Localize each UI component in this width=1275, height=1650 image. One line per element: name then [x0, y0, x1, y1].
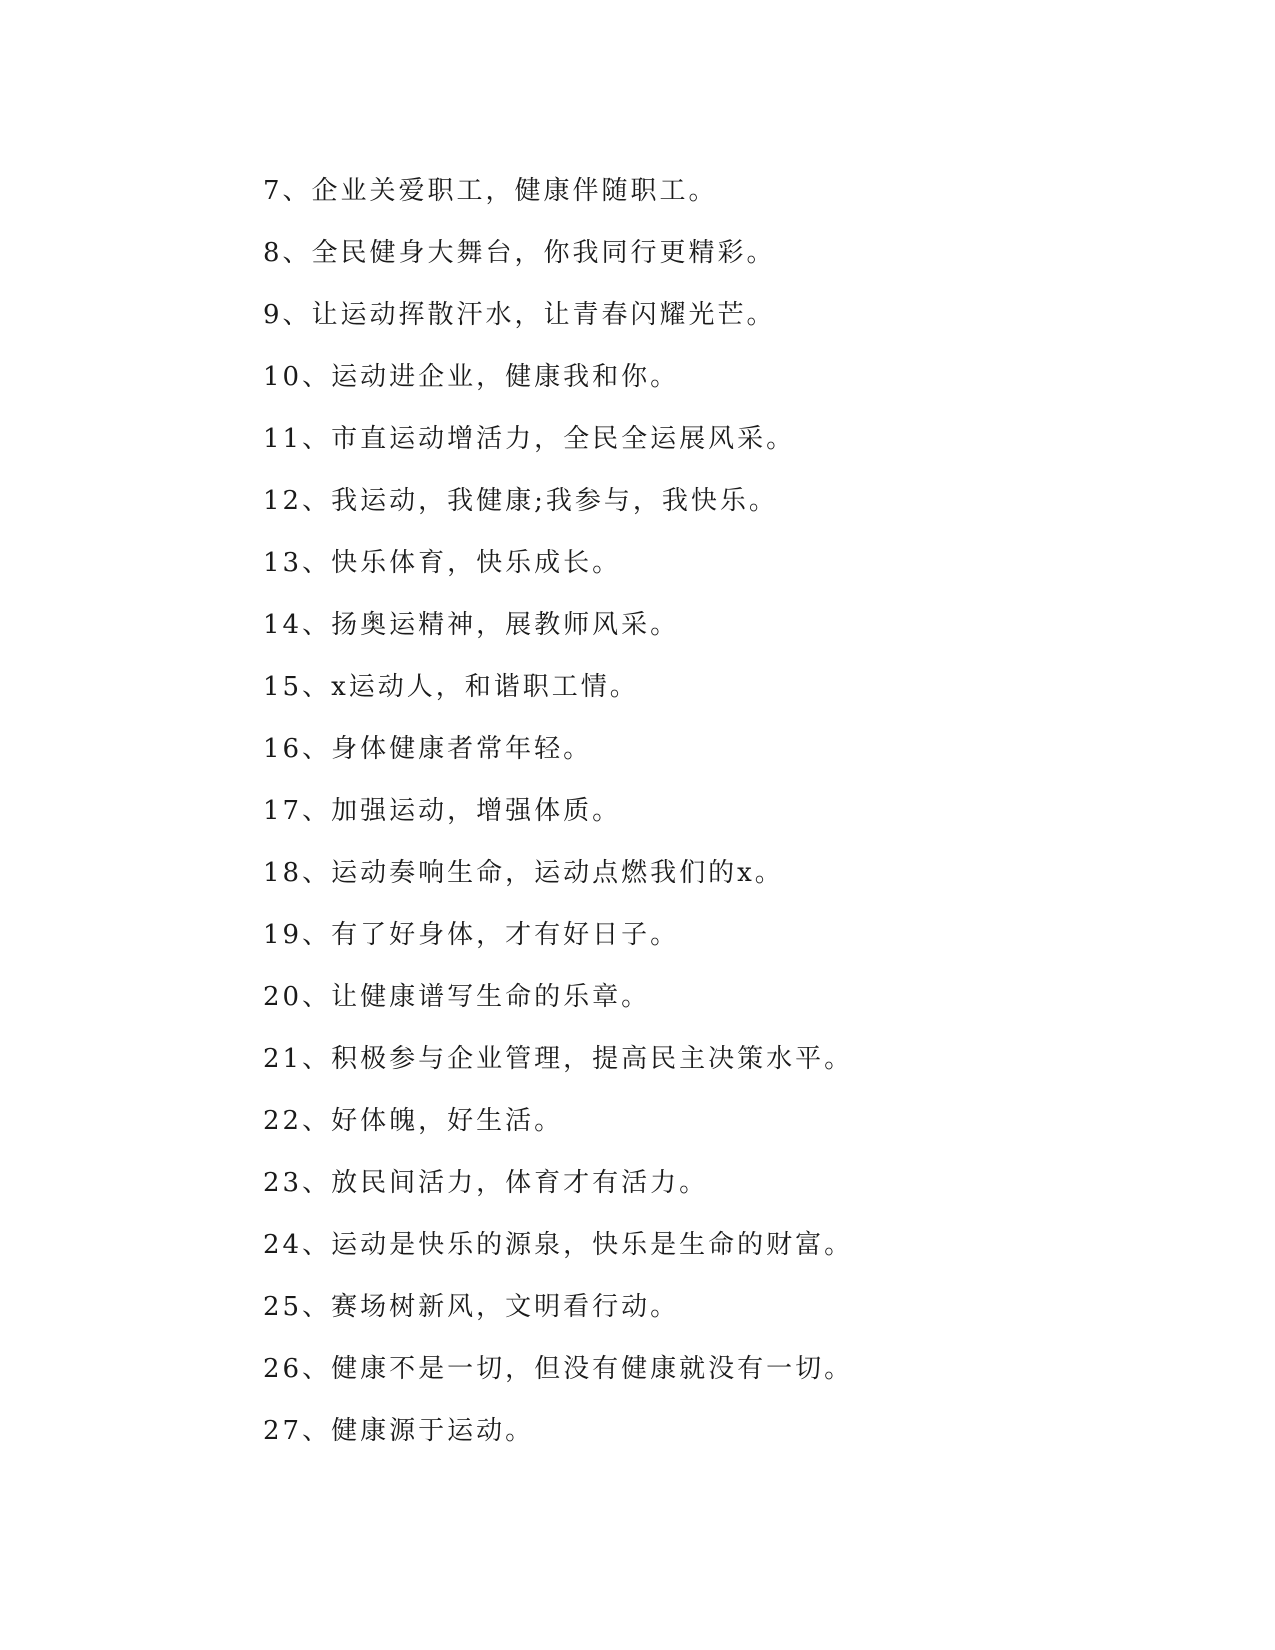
list-item: 27、健康源于运动。: [263, 1416, 535, 1446]
list-item: 18、运动奏响生命，运动点燃我们的x。: [263, 858, 784, 888]
list-item: 25、赛场树新风，文明看行动。: [263, 1292, 680, 1322]
slogan-list: [263, 168, 853, 1470]
list-item: 8、全民健身大舞台，你我同行更精彩。: [263, 238, 776, 268]
list-item: 20、让健康谱写生命的乐章。: [263, 982, 651, 1012]
list-item: 7、企业关爱职工，健康伴随职工。: [263, 176, 718, 206]
list-item: 24、运动是快乐的源泉，快乐是生命的财富。: [263, 1230, 854, 1260]
list-item: 19、有了好身体，才有好日子。: [263, 920, 680, 950]
list-item: 12、我运动，我健康;我参与，我快乐。: [263, 486, 778, 516]
list-item: 13、快乐体育，快乐成长。: [263, 548, 622, 578]
list-item: 9、让运动挥散汗水，让青春闪耀光芒。: [263, 300, 776, 330]
list-item: 16、身体健康者常年轻。: [263, 734, 593, 764]
list-item: 17、加强运动，增强体质。: [263, 796, 622, 826]
list-item: 11、市直运动增活力，全民全运展风采。: [263, 424, 796, 454]
list-item: 10、运动进企业，健康我和你。: [263, 362, 680, 392]
list-item: 23、放民间活力，体育才有活力。: [263, 1168, 709, 1198]
list-item: 14、扬奥运精神，展教师风采。: [263, 610, 680, 640]
list-item: 22、好体魄，好生活。: [263, 1106, 564, 1136]
list-item: 21、积极参与企业管理，提高民主决策水平。: [263, 1044, 854, 1074]
list-item: 26、健康不是一切，但没有健康就没有一切。: [263, 1354, 854, 1384]
list-item: 15、x运动人，和谐职工情。: [263, 672, 639, 702]
